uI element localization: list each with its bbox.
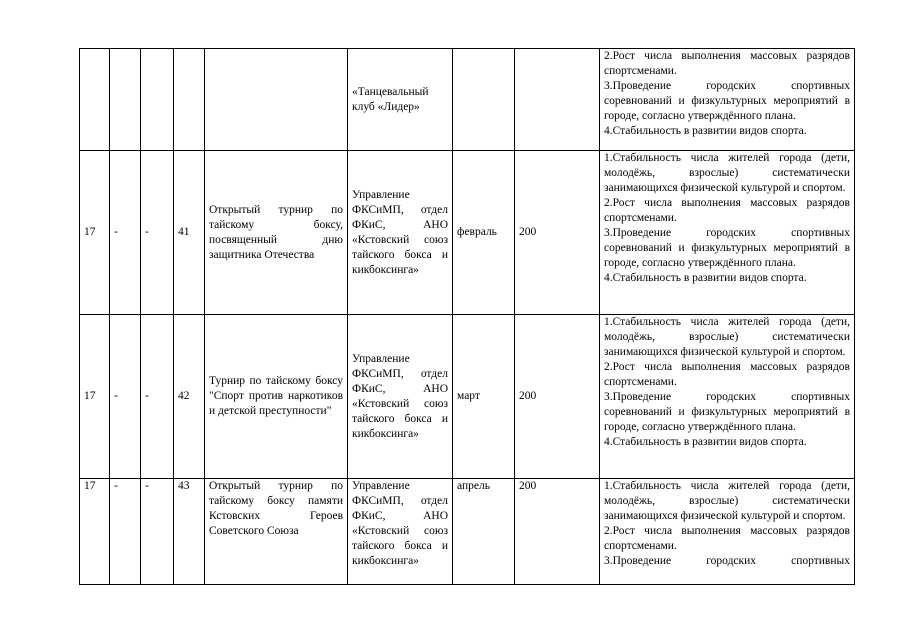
effect-item: 4.Стабильность в развитии видов спорта. xyxy=(604,272,807,284)
cell-effects xyxy=(600,479,855,585)
cell-organizer: «Танцевальный клуб «Лидер» xyxy=(348,49,453,151)
cell-dash-2: - xyxy=(141,479,174,585)
effect-item: 2.Рост числа выполнения массовых разрядов спортсменами. xyxy=(604,525,850,552)
cell-organizer: Управление ФКСиМП, отдел ФКиС, АНО «Кстовский союз тайского бокса и кикбоксинга» xyxy=(348,479,453,585)
cell-month: апрель xyxy=(453,479,515,585)
cell-amount: 200 xyxy=(515,151,600,315)
cell-dash-2: - xyxy=(141,151,174,315)
table-row xyxy=(80,49,855,151)
cell-event-name: Турнир по тайскому боксу "Спорт против наркотиков и детской преступности" xyxy=(205,315,348,479)
effect-item: 2.Рост числа выполнения массовых разрядов спортсменами. xyxy=(604,197,850,224)
effect-item: 4.Стабильность в развитии видов спорта. xyxy=(604,125,807,137)
cell-dash-1 xyxy=(110,49,141,151)
effect-item: 1.Стабильность числа жителей города (дети, молодёжь, взрослые) систематически занимающихся физической культурой и спортом. xyxy=(604,152,850,194)
cell-dash-1: - xyxy=(110,151,141,315)
cell-event-name xyxy=(205,49,348,151)
effect-item: 3.Проведение городских спортивных соревнований и физкультурных мероприятий в городе, согласно утверждённого плана. xyxy=(604,227,850,269)
cell-effects xyxy=(600,49,855,151)
effect-item: 1.Стабильность числа жителей города (дети, молодёжь, взрослые) систематически занимающихся физической культурой и спортом. xyxy=(604,316,850,358)
cell-number: 17 xyxy=(80,151,110,315)
cell-item-number: 42 xyxy=(174,315,205,479)
cell-effects xyxy=(600,151,855,315)
cell-amount: 200 xyxy=(515,315,600,479)
cell-item-number: 41 xyxy=(174,151,205,315)
cell-amount xyxy=(515,49,600,151)
table-row xyxy=(80,315,855,479)
table-row xyxy=(80,479,855,585)
effect-item: 3.Проведение городских спортивных соревнований и физкультурных мероприятий в городе, согласно утверждённого плана. xyxy=(604,80,850,122)
effect-item: 3.Проведение городских спортивных xyxy=(604,555,850,567)
cell-organizer: Управление ФКСиМП, отдел ФКиС, АНО «Кстовский союз тайского бокса и кикбоксинга» xyxy=(348,151,453,315)
cell-event-name: Открытый турнир по тайскому боксу памяти Кстовских Героев Советского Союза xyxy=(205,479,348,585)
cell-dash-2 xyxy=(141,49,174,151)
cell-number: 17 xyxy=(80,315,110,479)
cell-dash-1: - xyxy=(110,479,141,585)
cell-item-number: 43 xyxy=(174,479,205,585)
cell-event-name: Открытый турнир по тайскому боксу, посвященный дню защитника Отечества xyxy=(205,151,348,315)
effect-item: 1.Стабильность числа жителей города (дети, молодёжь, взрослые) систематически занимающихся физической культурой и спортом. xyxy=(604,480,850,522)
cell-dash-2: - xyxy=(141,315,174,479)
effect-item: 2.Рост числа выполнения массовых разрядов спортсменами. xyxy=(604,50,850,77)
table-row xyxy=(80,151,855,315)
cell-month xyxy=(453,49,515,151)
events-table xyxy=(79,48,855,585)
cell-month: февраль xyxy=(453,151,515,315)
effect-item: 3.Проведение городских спортивных соревнований и физкультурных мероприятий в городе, согласно утверждённого плана. xyxy=(604,391,850,433)
effect-item: 2.Рост числа выполнения массовых разрядов спортсменами. xyxy=(604,361,850,388)
cell-dash-1: - xyxy=(110,315,141,479)
cell-month: март xyxy=(453,315,515,479)
cell-amount: 200 xyxy=(515,479,600,585)
cell-number: 17 xyxy=(80,479,110,585)
cell-effects xyxy=(600,315,855,479)
cell-item-number xyxy=(174,49,205,151)
cell-organizer: Управление ФКСиМП, отдел ФКиС, АНО «Кстовский союз тайского бокса и кикбоксинга» xyxy=(348,315,453,479)
effect-item: 4.Стабильность в развитии видов спорта. xyxy=(604,436,807,448)
cell-number xyxy=(80,49,110,151)
